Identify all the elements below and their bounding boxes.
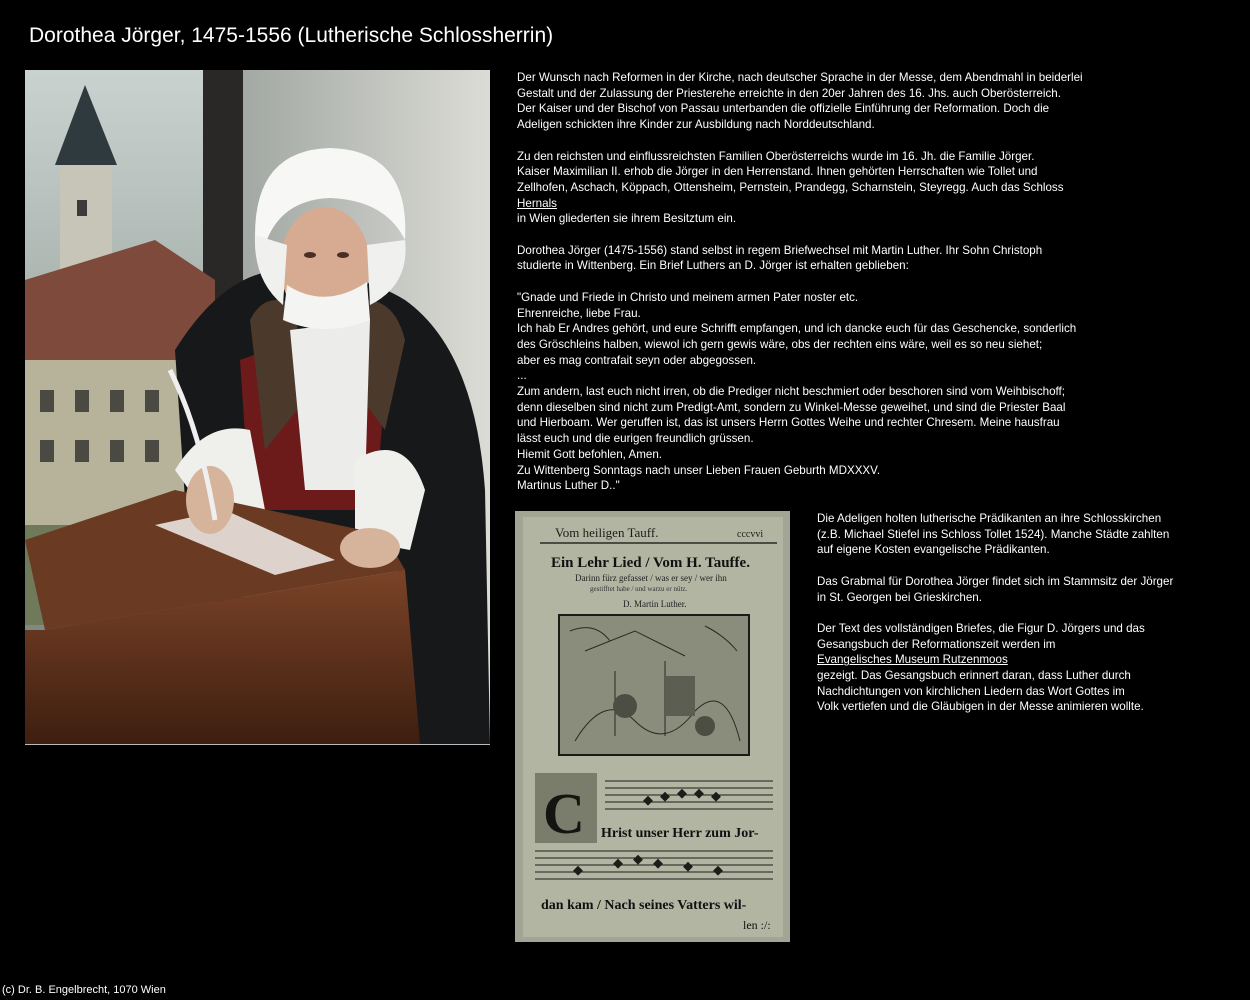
main-article-text [517,70,1117,510]
paragraph-luther-correspondence [517,243,1117,274]
text-line: Volk vertiefen und die Gläubigen in der Messe animieren wollte. [817,700,1144,714]
letter-line: denn dieselben sind nicht zum Predigt-Amt, sondern zu Winkel-Messe geweihet, und sind die Priester Baal [517,400,1066,414]
paragraph-museum [817,621,1197,715]
letter-line: lässt euch und die eurigen freundlich grüssen. [517,432,754,446]
letter-line: aber es mag contrafait seyn oder abgegossen. [517,353,757,367]
letter-line: Hiemit Gott befohlen, Amen. [517,447,662,461]
text-line: (z.B. Michael Stiefel ins Schloss Tollet 1524). Manche Städte zahlten [817,527,1170,541]
letter-line: Zu Wittenberg Sonntags nach unser Lieben Frauen Geburth MDXXXV. [517,463,881,477]
letter-line: ... [517,369,527,383]
text-line: Nachdichtungen von kirchlichen Liedern das Wort Gottes im [817,684,1125,698]
book-header: Vom heiligen Tauff. [555,525,659,540]
text-line: in Wien gliederten sie ihrem Besitztum ein. [517,212,737,226]
book-author: D. Martin Luther. [623,599,687,609]
museum-rutzenmoos-link[interactable]: Evangelisches Museum Rutzenmoos [817,653,1008,667]
page-title: Dorothea Jörger, 1475-1556 (Lutherische Schlossherrin) [29,24,554,47]
figure-illustration [25,70,490,744]
text-line: Der Kaiser und der Bischof von Passau unterbanden die offizielle Einführung der Reformation. Doch die [517,102,1050,116]
book-subtitle-1: Darinn fürz gefasset / was er sey / wer ihn [575,573,727,583]
book-heading: Ein Lehr Lied / Vom H. Tauffe. [551,555,750,571]
dorothea-figure-photo [25,70,490,745]
paragraph-grabmal [817,574,1197,605]
book-lyric-2: dan kam / Nach seines Vatters wil- [541,898,747,913]
text-line: gezeigt. Das Gesangsbuch erinnert daran, dass Luther durch [817,669,1131,682]
book-lyric-1: Hrist unser Herr zum Jor- [601,826,759,841]
text-line: Gestalt und der Zulassung der Priesterehe erreichte in den 20er Jahren des 16. Jhs. auch Oberösterreich. [517,86,1061,100]
letter-line: Ich hab Er Andres gehört, und eure Schrifft empfangen, und ich dancke euch für das Geschencke, sonderlich [517,322,1077,336]
text-line: Die Adeligen holten lutherische Prädikanten an ihre Schlosskirchen [817,512,1162,525]
text-line: studierte in Wittenberg. Ein Brief Luthers an D. Jörger ist erhalten geblieben: [517,259,909,273]
hymnal-illustration [515,511,790,942]
text-line: Der Text des vollständigen Briefes, die Figur D. Jörgers und das [817,621,1145,635]
book-subtitle-2: gestifftet habe / und warzu er nütz. [590,585,688,593]
paragraph-praedikanten [817,511,1197,558]
text-line: Zu den reichsten und einflussreichsten Familien Oberösterreichs wurde im 16. Jh. die Familie Jörger. [517,149,1035,163]
hernals-link[interactable]: Hernals [517,196,557,210]
letter-line: des Gröschleins halben, wiewol ich gern gewis wäre, obs der rechten eins wäre, weil es so neu siehet; [517,337,1043,351]
letter-line: Martinus Luther D.." [517,479,620,493]
text-line: Der Wunsch nach Reformen in der Kirche, nach deutscher Sprache in der Messe, dem Abendmahl in beiderlei [517,71,1083,84]
letter-line: Ehrenreiche, liebe Frau. [517,306,641,320]
hymnal-page-photo [515,511,790,942]
book-folio: cccvvi [737,529,764,540]
paragraph-reform [517,70,1117,133]
paragraph-joerger-family [517,149,1117,228]
text-line: Dorothea Jörger (1475-1556) stand selbst in regem Briefwechsel mit Martin Luther. Ihr Sohn Christoph [517,243,1043,257]
text-line: Adeligen schickten ihre Kinder zur Ausbildung nach Norddeutschland. [517,118,875,132]
side-article-text [817,511,1197,731]
text-line: auf eigene Kosten evangelische Prädikanten. [817,543,1050,557]
letter-line: Zum andern, last euch nicht irren, ob die Prediger nicht beschmiert oder beschoren sind vom Weihbischoff; [517,385,1065,399]
svg-text:C: C [543,781,585,846]
text-line: Zellhofen, Aschach, Köppach, Ottensheim, Pernstein, Prandegg, Scharnstein, Steyregg. Auch das Schloss [517,180,1064,194]
text-line: Das Grabmal für Dorothea Jörger findet sich im Stammsitz der Jörger [817,574,1174,588]
book-lyric-3: len :/: [743,918,771,932]
text-line: in St. Georgen bei Grieskirchen. [817,590,982,604]
letter-line: "Gnade und Friede in Christo und meinem armen Pater noster etc. [517,290,859,304]
text-line: Gesangsbuch der Reformationszeit werden im [817,637,1056,651]
copyright-footer: (c) Dr. B. Engelbrecht, 1070 Wien [2,984,166,996]
luther-letter-quote [517,290,1117,494]
text-line: Kaiser Maximilian II. erhob die Jörger in den Herrenstand. Ihnen gehörten Herrschaften wie Tollet und [517,165,1038,179]
letter-line: und Hierboam. Wer geruffen ist, das ist unsers Herrn Gottes Weihe und rechter Chresem. Meine hausfrau [517,416,1060,430]
